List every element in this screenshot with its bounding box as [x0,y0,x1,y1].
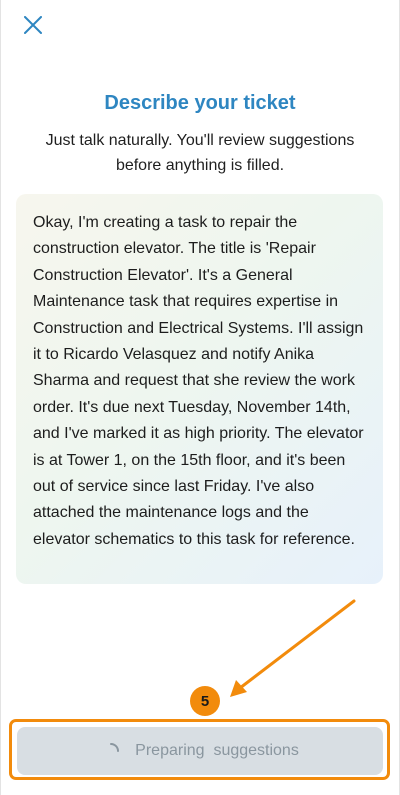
page-title: Describe your ticket [104,92,296,114]
close-button[interactable] [18,10,48,40]
transcript-panel [16,194,383,584]
step-badge: 5 [190,686,220,716]
button-label: Preparing suggestions [135,742,299,759]
transcript-text: Okay, I'm creating a task to repair the construction elevator. The title is 'Repair Construction Elevator'. It's a General Maintenance task that requires expertise in Construction and Electrical Systems. I'll assign it to Ricardo Velasquez and notify Anika Sharma and request that she review the work order. It's due next Tuesday, November 14th, and I've marked it as high priority. The elevator is at Tower 1, on the 15th floor, and it's been out of service since last Friday. I've also attached the maintenance logs and the elevator schematics to this task for reference. [33,214,364,548]
page-subtitle: Just talk naturally. You'll review suggestions before anything is filled. [45,132,355,174]
close-icon [24,16,42,34]
annotation-highlight-frame [9,719,390,780]
left-edge-divider [0,0,1,795]
